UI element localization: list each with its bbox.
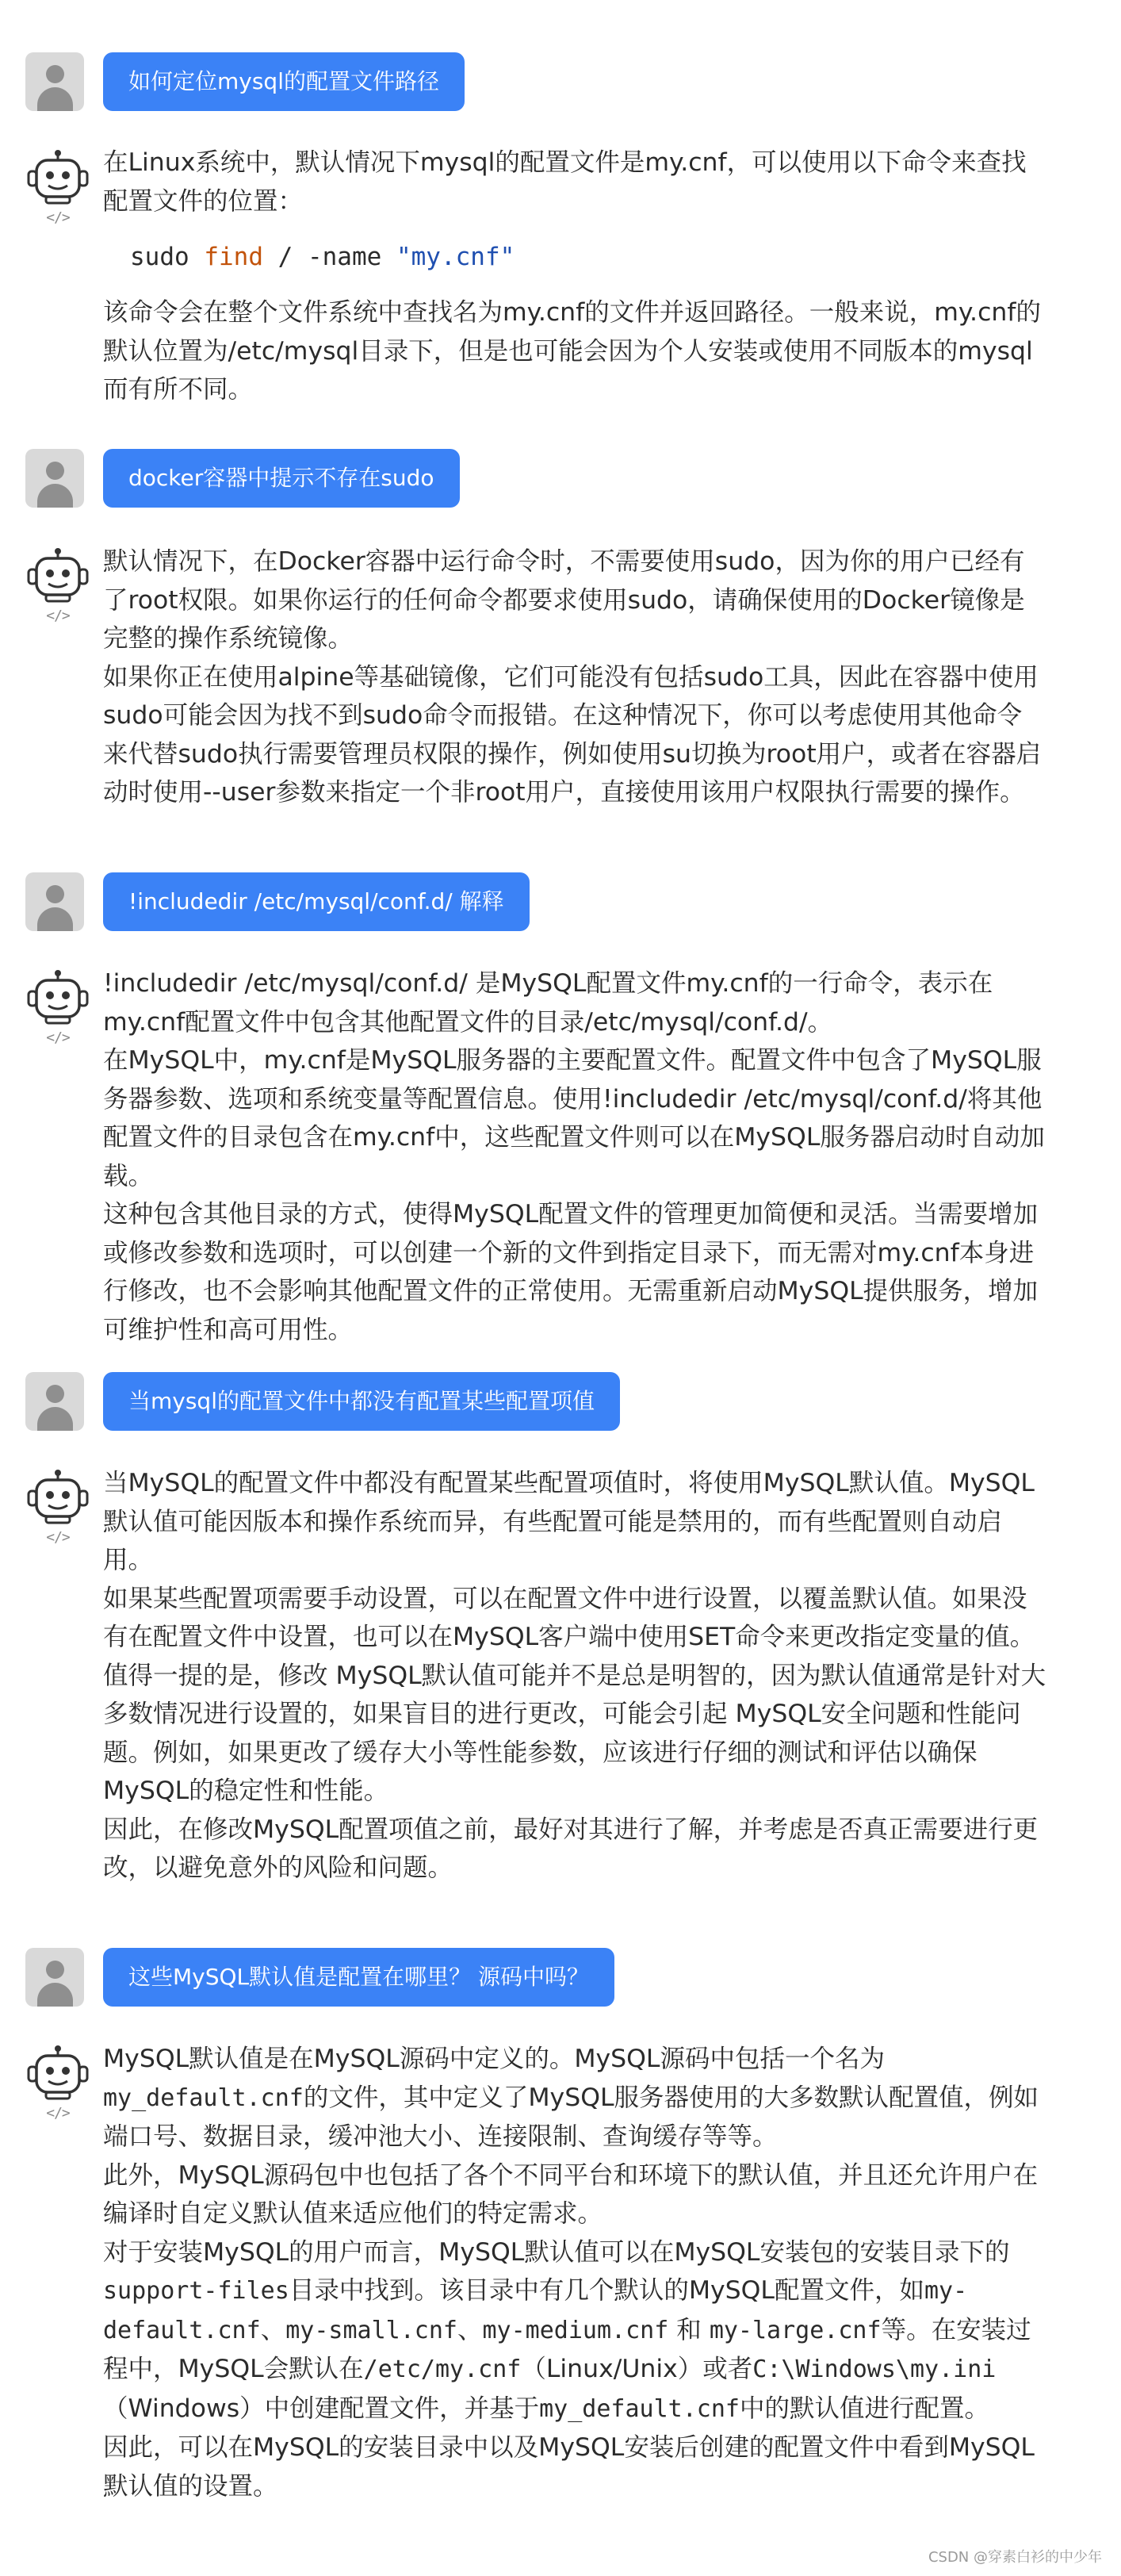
answer-paragraph: 因此，可以在MySQL的安装目录中以及MySQL安装后创建的配置文件中看到MySQL默认值的设置。 [103,2433,1035,2501]
robot-icon [25,969,90,1046]
assistant-answer-5 [103,2040,1046,2505]
user-avatar-icon [25,872,84,931]
assistant-answer-3 [103,964,1046,1349]
answer-text: 等。在安装过程中，MySQL会默认在 [103,2315,1031,2383]
inline-code: my_default.cnf [103,2083,304,2112]
user-avatar-icon [25,1948,84,2007]
answer-paragraph: 值得一提的是，修改 MySQL默认值可能并不是总是明智的，因为默认值通常是针对大多数情况进行设置的，如果盲目的进行更改，可能会引起 MySQL安全问题和性能问题。例如，如果更改了缓存大小等性能参数，应该进行仔细的测试和评估以确保MySQL的稳定性和性能。 [103,1661,1046,1805]
user-avatar-icon [25,1372,84,1431]
inline-code: support-files [103,2277,289,2305]
robot-icon [25,547,90,624]
inline-code: my_default.cnf [539,2394,740,2423]
answer-text: 目录中找到。该目录中有几个默认的MySQL配置文件，如 [289,2276,924,2305]
answer-paragraph: 此外，MySQL源码包中也包括了各个不同平台和环境下的默认值，并且还允许用户在编译时自定义默认值来适应他们的特定需求。 [103,2160,1039,2228]
answer-text: 中的默认值进行配置。 [740,2394,990,2423]
user-question-bubble: !includedir /etc/mysql/conf.d/ 解释 [103,872,530,931]
code-icon[interactable]: </> [46,2105,70,2122]
code-icon[interactable]: </> [46,1029,70,1046]
answer-text: 、 [457,2315,483,2344]
user-question-bubble: 如何定位mysql的配置文件路径 [103,52,465,111]
inline-code: my-small.cnf [285,2316,457,2344]
answer-text: 和 [668,2315,710,2344]
code-block [130,238,1046,276]
answer-paragraph: 因此，在修改MySQL配置项值之前，最好对其进行了解，并考虑是否真正需要进行更改，以避免意外的风险和问题。 [103,1815,1039,1882]
robot-icon [25,1469,90,1546]
inline-code: my-large.cnf [709,2316,882,2344]
answer-text: MySQL默认值是在MySQL源码中定义的。MySQL源码中包括一个名为 [103,2045,885,2073]
code-icon[interactable]: </> [46,1529,70,1546]
answer-paragraph: 当MySQL的配置文件中都没有配置某些配置项值时，将使用MySQL默认值。MySQL默认值可能因版本和操作系统而异，有些配置可能是禁用的，而有些配置则自动启用。 [103,1469,1035,1574]
answer-paragraph: 在MySQL中，my.cnf是MySQL服务器的主要配置文件。配置文件中包含了MySQL服务器参数、选项和系统变量等配置信息。使用!includedir /etc/mysql/conf.d/将其他配置文件的目录包含在my.cnf中，这些配置文件则可以在MySQL服务器启动时自动加载。 [103,1046,1045,1190]
answer-paragraph: 如果某些配置项需要手动设置，可以在配置文件中进行设置，以覆盖默认值。如果没有在配置文件中设置，也可以在MySQL客户端中使用SET命令来更改指定变量的值。 [103,1584,1035,1651]
answer-paragraph: 该命令会在整个文件系统中查找名为my.cnf的文件并返回路径。一般来说，my.cnf的默认位置为/etc/mysql目录下，但是也可能会因为个人安装或使用不同版本的mysql而有所不同。 [103,298,1041,404]
inline-code: my-default.cnf [103,2277,968,2344]
answer-paragraph [103,2233,1046,2429]
answer-paragraph [103,2040,1046,2156]
assistant-answer-1 [103,144,1046,409]
answer-paragraph: 默认情况下，在Docker容器中运行命令时，不需要使用sudo，因为你的用户已经有了root权限。如果你运行的任何命令都要求使用sudo，请确保使用的Docker镜像是完整的操作系统镜像。 [103,547,1025,653]
inline-code: my-medium.cnf [482,2316,669,2344]
assistant-answer-2 [103,542,1046,812]
code-keyword: find [204,243,263,271]
code-icon[interactable]: </> [46,608,70,624]
answer-paragraph: !includedir /etc/mysql/conf.d/ 是MySQL配置文件my.cnf的一行命令，表示在my.cnf配置文件中包含其他配置文件的目录/etc/mysql/conf.d/。 [103,969,993,1037]
answer-text: 对于安装MySQL的用户而言，MySQL默认值可以在MySQL安装包的安装目录下的 [103,2237,1010,2267]
robot-icon [25,2045,90,2122]
code-string: "my.cnf" [396,243,515,271]
answer-paragraph: 在Linux系统中，默认情况下mysql的配置文件是my.cnf，可以使用以下命令来查找配置文件的位置： [103,148,1027,216]
code-icon[interactable]: </> [46,209,70,226]
user-question-bubble: 当mysql的配置文件中都没有配置某些配置项值 [103,1372,620,1431]
answer-paragraph: 如果你正在使用alpine等基础镜像，它们可能没有包括sudo工具，因此在容器中使用sudo可能会因为找不到sudo命令而报错。在这种情况下，你可以考虑使用其他命令来代替sudo执行需要管理员权限的操作，例如使用su切换为root用户，或者在容器启动时使用--user参数来指定一个非root用户，直接使用该用户权限执行需要的操作。 [103,662,1042,807]
code-args: / -name [262,243,396,271]
assistant-answer-4 [103,1464,1046,1888]
answer-text: （Linux/Unix）或者 [521,2355,753,2383]
code-command: sudo [130,243,205,271]
user-avatar-icon [25,52,84,111]
answer-text: 的文件，其中定义了MySQL服务器使用的大多数默认配置值，例如端口号、数据目录，缓冲池大小、连接限制、查询缓存等等。 [103,2083,1039,2151]
user-question-bubble: 这些MySQL默认值是配置在哪里？ 源码中吗？ [103,1948,614,2007]
user-avatar-icon [25,449,84,508]
robot-icon [25,149,90,226]
inline-code: C:\Windows\my.ini [752,2356,997,2383]
user-question-bubble: docker容器中提示不存在sudo [103,449,460,508]
answer-text: （Windows）中创建配置文件，并基于 [103,2394,540,2423]
answer-paragraph: 这种包含其他目录的方式，使得MySQL配置文件的管理更加简便和灵活。当需要增加或修改参数和选项时，可以创建一个新的文件到指定目录下，而无需对my.cnf本身进行修改，也不会影响其他配置文件的正常使用。无需重新启动MySQL提供服务，增加可维护性和高可用性。 [103,1200,1039,1344]
csdn-watermark: CSDN @穿素白衫的中少年 [928,2549,1102,2566]
inline-code: /etc/my.cnf [363,2356,522,2383]
answer-text: 、 [260,2315,286,2344]
